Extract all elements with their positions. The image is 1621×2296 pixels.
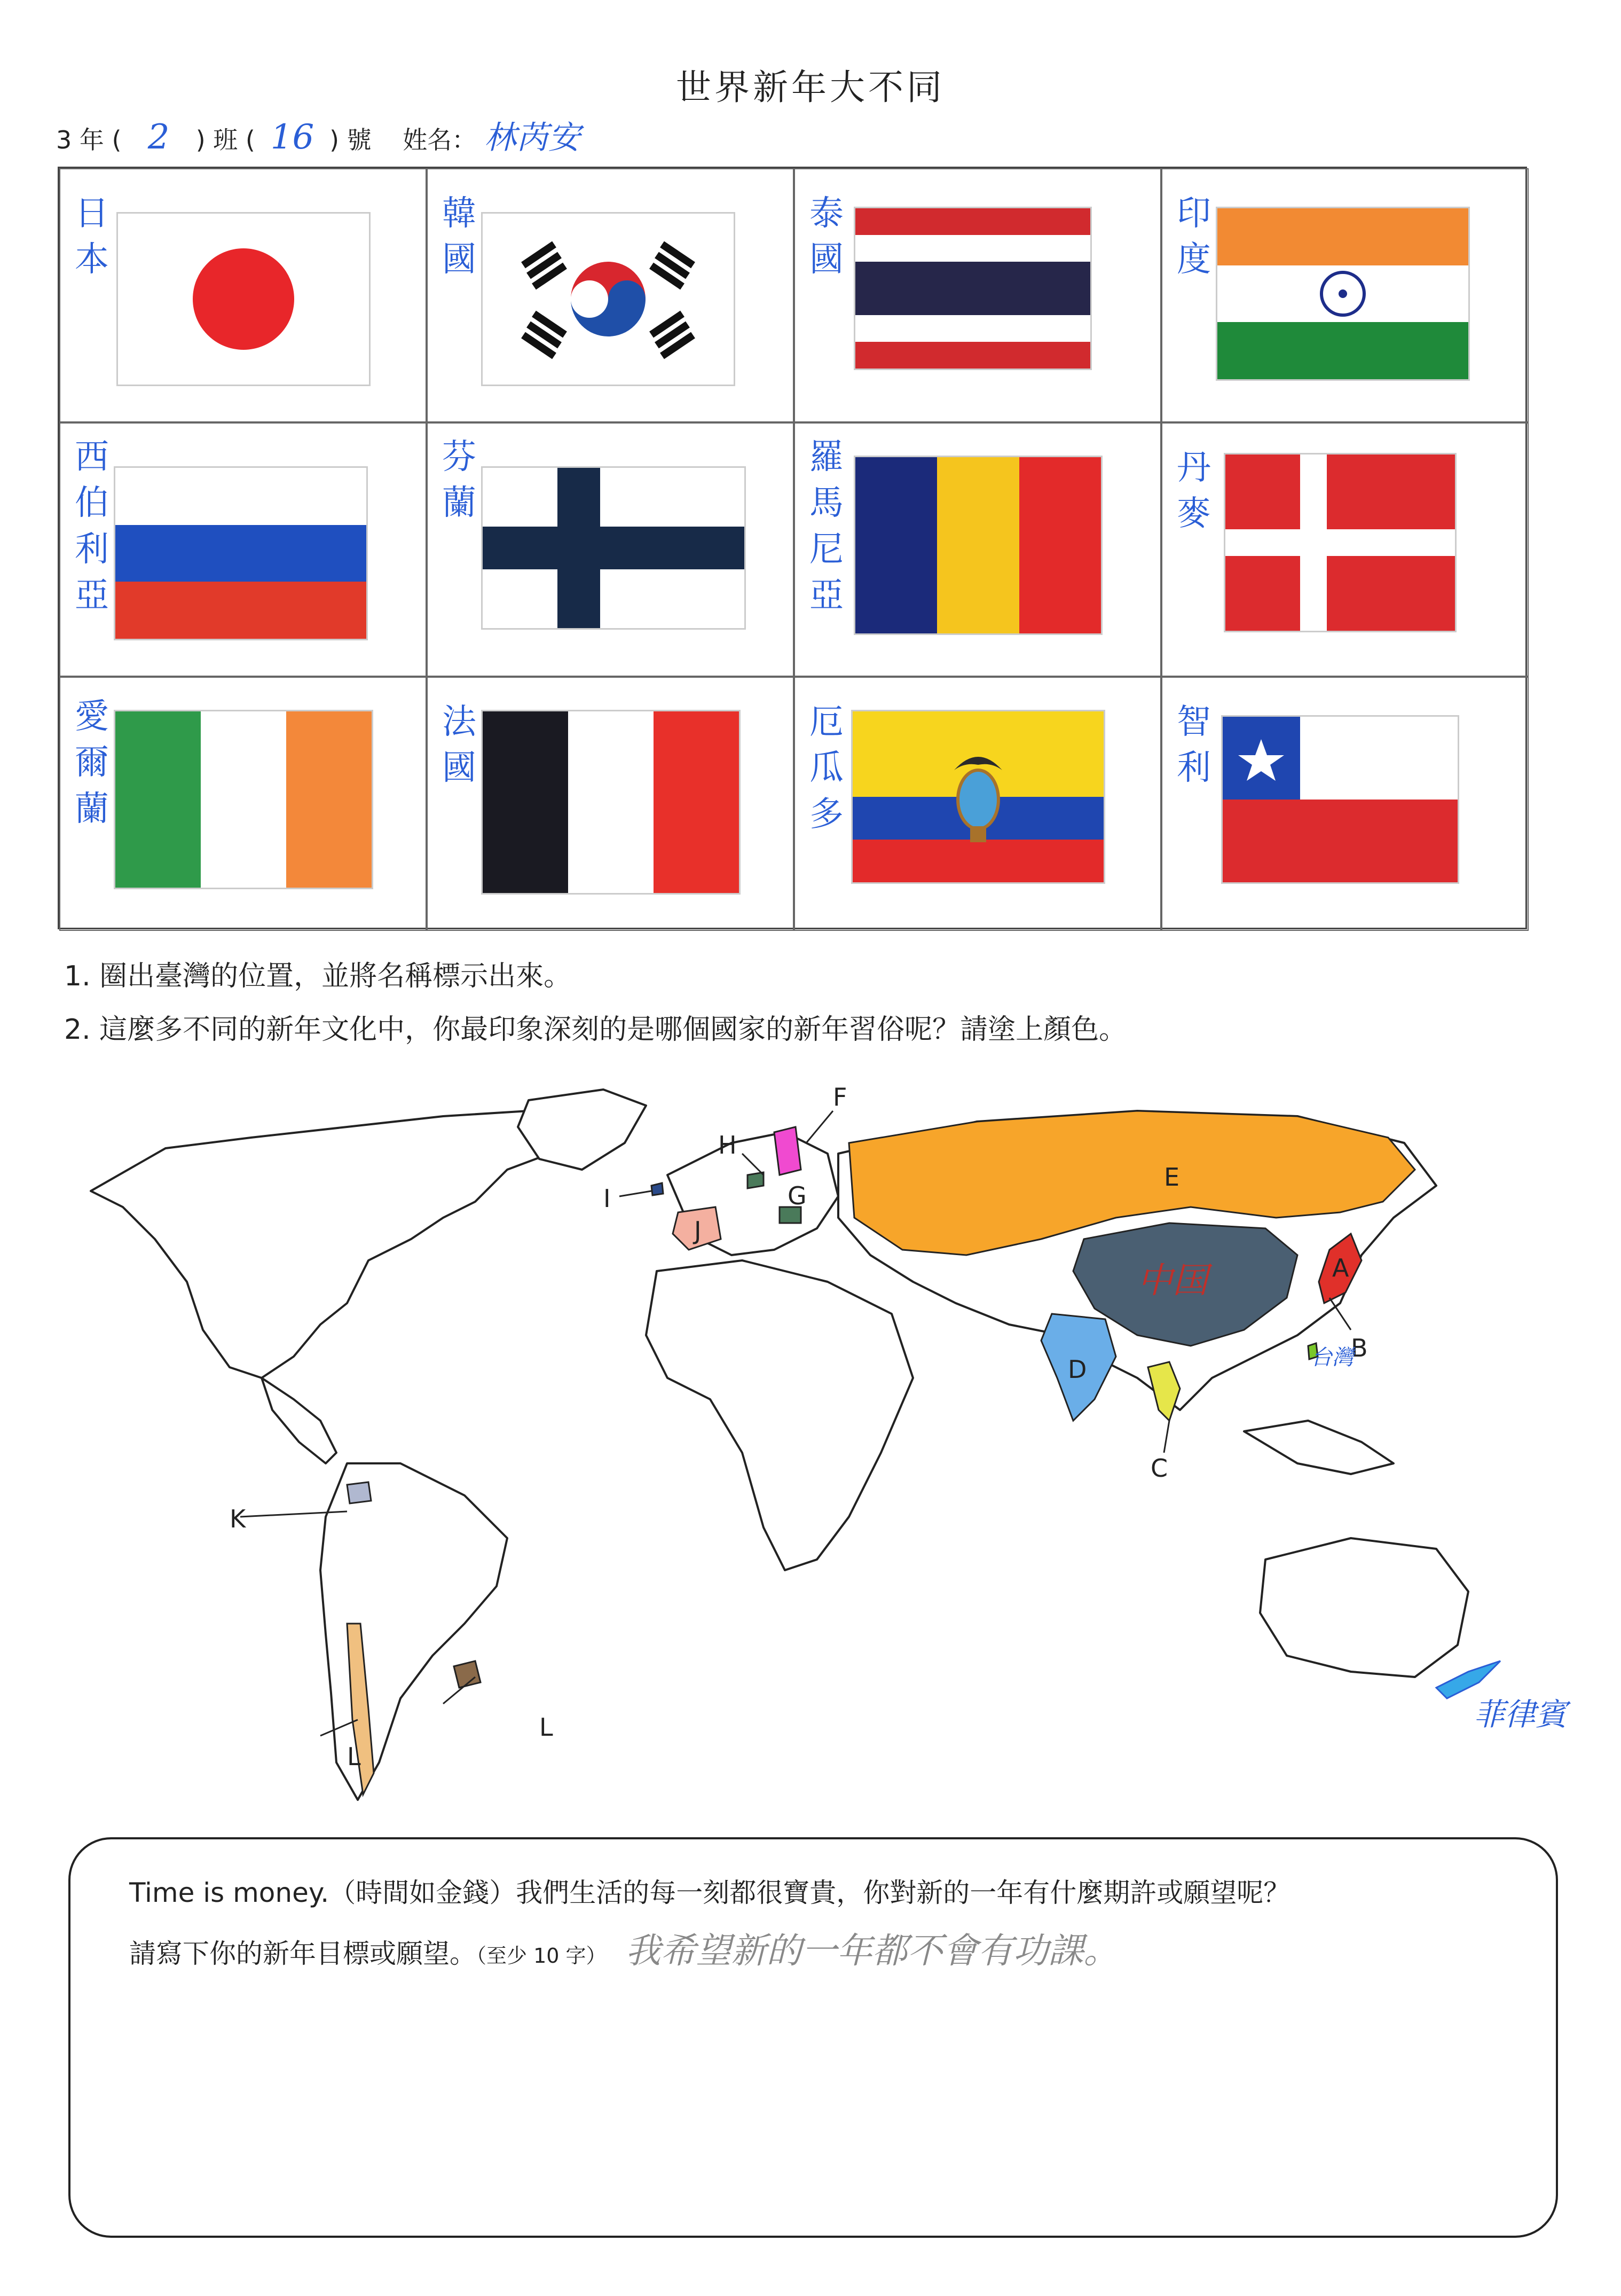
map-label-f: F	[833, 1083, 847, 1111]
finland-flag	[481, 466, 746, 630]
number-label: ) 號	[329, 126, 372, 154]
question-2: 2. 這麼多不同的新年文化中，你最印象深刻的是哪個國家的新年習俗呢？請塗上顏色。	[64, 1014, 1127, 1046]
flag-cell-ecuador	[794, 677, 1161, 931]
flag-cell-ireland	[59, 677, 427, 931]
flag-label: 智 利	[1177, 702, 1211, 788]
india-flag	[1216, 207, 1470, 381]
chile-flag	[1221, 715, 1459, 884]
china-handwriting: 中国	[1137, 1260, 1208, 1301]
wish-answer: 我希望新的一年都不會有功課。	[625, 1930, 1119, 1971]
denmark-colored	[747, 1172, 764, 1188]
map-label-a: A	[1332, 1253, 1349, 1282]
flag-label: 韓 國	[442, 194, 476, 280]
north-america	[91, 1111, 571, 1378]
flag-label: 芬 蘭	[442, 437, 476, 523]
africa	[646, 1260, 913, 1570]
flag-cell-korea	[427, 168, 794, 422]
map-label-l: L	[539, 1713, 553, 1742]
flag-label: 羅 馬 尼 亞	[809, 437, 844, 616]
name-handwriting: 林芮安	[484, 119, 580, 156]
flag-label: 愛 爾 蘭	[75, 697, 109, 829]
grade-label: 3 年 (	[56, 126, 122, 154]
flag-cell-japan	[59, 168, 427, 422]
wish-prompt-line2	[129, 1922, 1119, 1973]
thailand-flag	[854, 207, 1092, 370]
central-america	[262, 1378, 336, 1463]
russia-flag	[114, 466, 368, 640]
class-handwriting: 16	[270, 117, 314, 157]
flag-label: 法 國	[442, 702, 476, 788]
ireland-colored	[651, 1183, 663, 1195]
flag-cell-romania	[794, 422, 1161, 677]
map-label-i: I	[603, 1184, 611, 1213]
name-label: 姓名：	[403, 126, 477, 154]
philippines-colored	[1436, 1661, 1500, 1698]
map-label-d: D	[1068, 1355, 1087, 1384]
student-info	[56, 112, 580, 158]
taiwan-handwriting: 台灣	[1311, 1345, 1354, 1370]
world-map	[69, 1079, 1591, 1837]
flag-cell-thailand	[794, 168, 1161, 422]
korea-flag	[481, 212, 735, 386]
wish-prompt-text: 請寫下你的新年目標或願望。	[129, 1938, 476, 1969]
flag-cell-finland	[427, 422, 794, 677]
map-label-e: E	[1164, 1163, 1180, 1192]
map-label-l-handwritten: L	[347, 1742, 361, 1771]
denmark-flag	[1224, 453, 1457, 632]
flag-cell-india	[1161, 168, 1529, 422]
wish-note: （至少 10 字）	[476, 1944, 607, 1968]
flag-label: 日 本	[75, 194, 109, 280]
philippines-handwriting: 菲律賓	[1474, 1696, 1567, 1733]
flag-cell-chile	[1161, 677, 1529, 931]
flag-grid	[58, 167, 1527, 929]
map-label-c: C	[1151, 1454, 1168, 1483]
france-flag	[481, 710, 741, 895]
map-label-j: J	[694, 1216, 702, 1245]
ecuador-colored	[347, 1482, 371, 1503]
page-title: 世界新年大不同	[676, 67, 945, 108]
flag-cell-denmark	[1161, 422, 1529, 677]
map-label-h: H	[718, 1131, 737, 1159]
map-label-b: B	[1351, 1334, 1368, 1362]
wish-prompt-line1: Time is money.（時間如金錢）我們生活的每一刻都很寶貴，你對新的一年有什麼期許或願望呢？	[129, 1877, 1290, 1908]
finland-colored	[774, 1127, 801, 1175]
greenland	[518, 1090, 646, 1170]
flag-cell-russia	[59, 422, 427, 677]
class-label: ) 班 (	[195, 126, 255, 154]
map-label-k: K	[230, 1504, 246, 1533]
wish-box	[68, 1837, 1558, 2238]
flag-label: 厄 瓜 多	[809, 702, 844, 834]
se-asia-islands	[1244, 1421, 1394, 1474]
map-label-g: G	[788, 1181, 807, 1210]
question-1: 1. 圈出臺灣的位置，並將名稱標示出來。	[64, 960, 572, 992]
flag-label: 泰 國	[809, 194, 844, 280]
romania-flag	[854, 456, 1103, 635]
australia	[1260, 1538, 1468, 1677]
japan-flag	[116, 212, 371, 386]
ireland-flag	[114, 710, 373, 889]
flag-label: 西 伯 利 亞	[75, 437, 109, 616]
flag-cell-france	[427, 677, 794, 931]
flag-label: 印 度	[1177, 194, 1211, 280]
grade-handwriting: 2	[147, 117, 170, 157]
ecuador-flag	[851, 710, 1105, 884]
flag-label: 丹 麥	[1177, 448, 1211, 534]
